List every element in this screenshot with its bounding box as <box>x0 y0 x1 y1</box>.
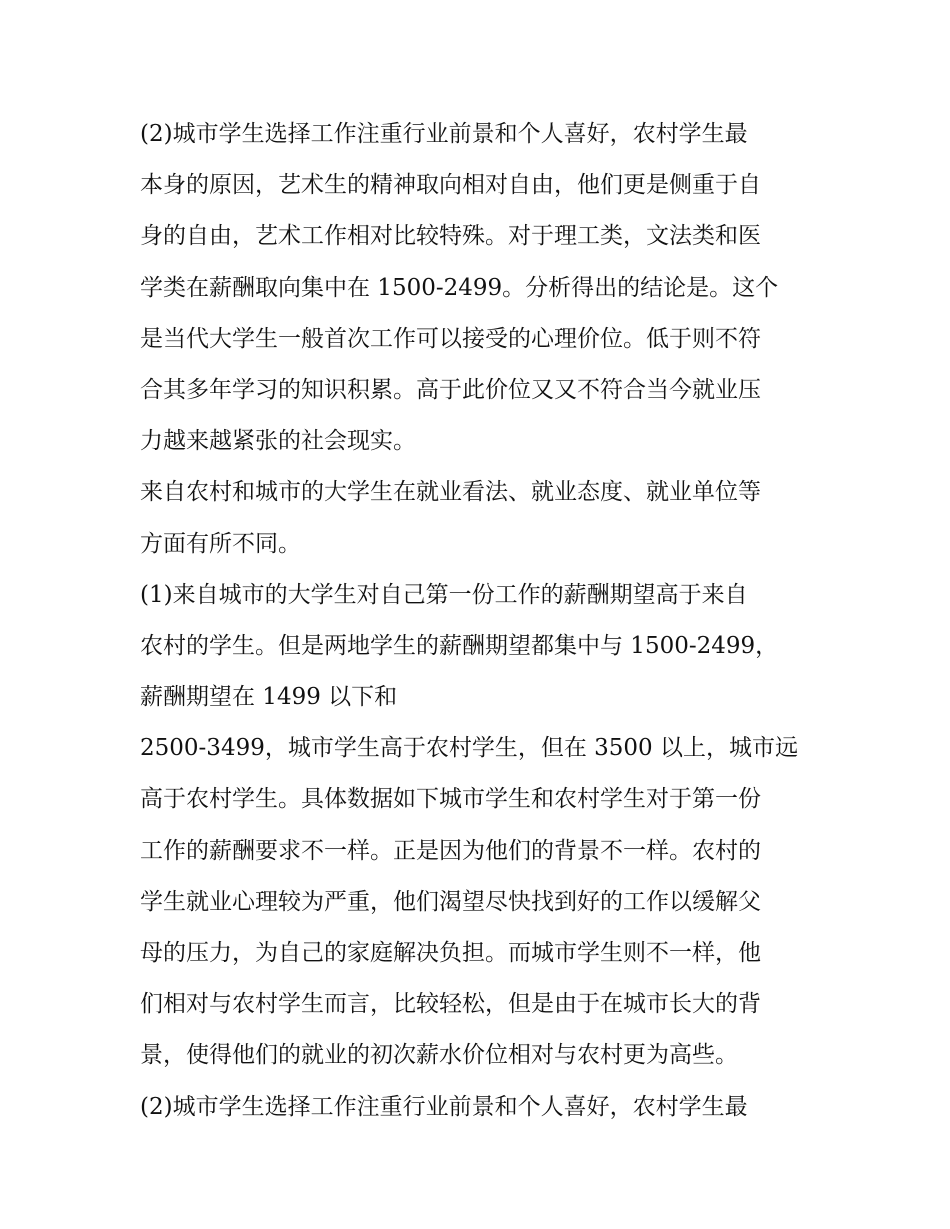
text-line: 学生就业心理较为严重，他们渴望尽快找到好的工作以缓解父 <box>140 888 761 915</box>
text-line: 学类在薪酬取向集中在 1500-2499。分析得出的结论是。这个 <box>140 274 779 301</box>
text-line: 本身的原因，艺术生的精神取向相对自由，他们更是侧重于自 <box>140 172 761 199</box>
text-line: 力越来越紧张的社会现实。 <box>140 428 416 455</box>
text-line: (2)城市学生选择工作注重行业前景和个人喜好，农村学生最 <box>140 121 748 147</box>
text-line: (1)来自城市的大学生对自己第一份工作的薪酬期望高于来自 <box>140 581 748 608</box>
text-line: 身的自由，艺术工作相对比较特殊。对于理工类，文法类和医 <box>140 223 761 250</box>
text-line: 方面有所不同。 <box>140 530 301 557</box>
text-line: 母的压力，为自己的家庭解决负担。而城市学生则不一样，他 <box>140 940 761 966</box>
body-text <box>140 109 820 1133</box>
text-line: 薪酬期望在 1499 以下和 <box>140 684 398 711</box>
text-line: 是当代大学生一般首次工作可以接受的心理价位。低于则不符 <box>140 325 761 352</box>
text-line: 来自农村和城市的大学生在就业看法、就业态度、就业单位等 <box>140 479 761 506</box>
text-line: 农村的学生。但是两地学生的薪酬期望都集中与 1500-2499， <box>140 632 779 659</box>
text-line: 们相对与农村学生而言，比较轻松，但是由于在城市长大的背 <box>140 991 761 1018</box>
text-line: 合其多年学习的知识积累。高于此价位又又不符合当今就业压 <box>140 376 761 403</box>
text-line: 景，使得他们的就业的初次薪水价位相对与农村更为高些。 <box>140 1042 738 1069</box>
text-line: 2500-3499，城市学生高于农村学生，但在 3500 以上，城市远 <box>140 735 798 762</box>
text-line: 工作的薪酬要求不一样。正是因为他们的背景不一样。农村的 <box>140 837 761 864</box>
text-line: (2)城市学生选择工作注重行业前景和个人喜好，农村学生最 <box>140 1093 748 1120</box>
text-line: 高于农村学生。具体数据如下城市学生和农村学生对于第一份 <box>140 786 761 813</box>
